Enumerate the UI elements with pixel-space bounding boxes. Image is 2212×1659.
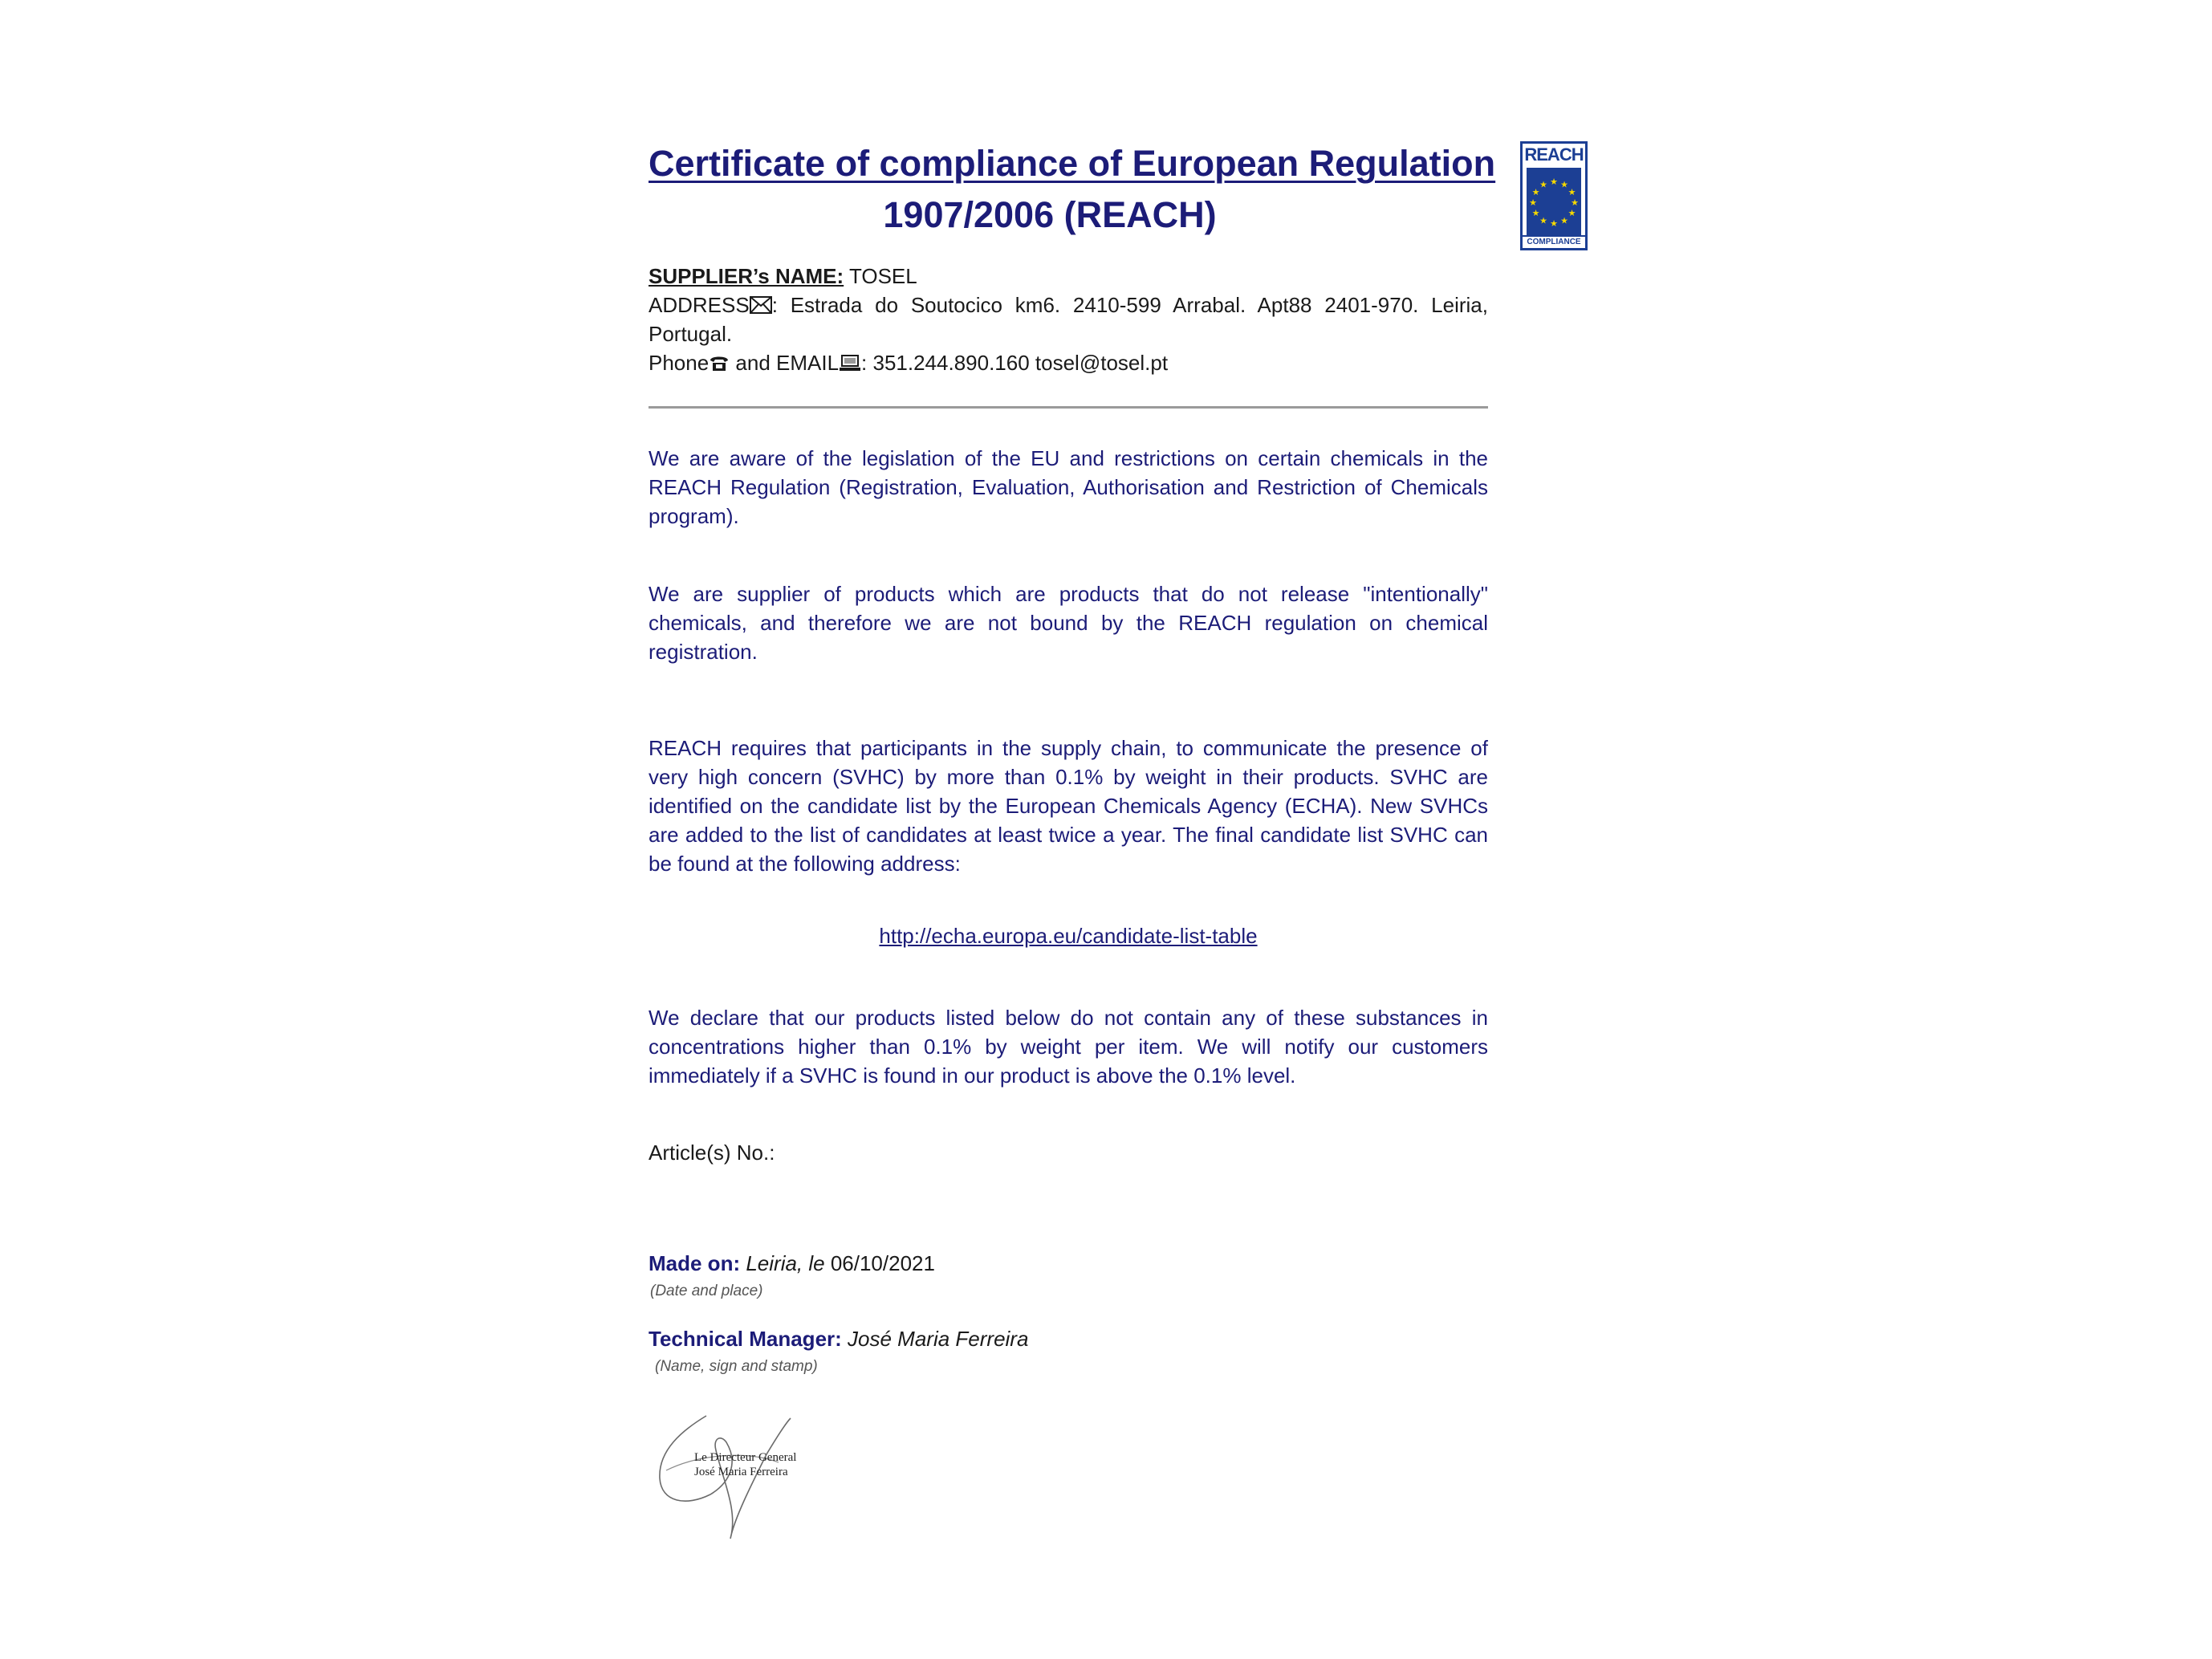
- date-place-note: (Date and place): [650, 1283, 763, 1299]
- star-icon: ★: [1550, 219, 1558, 229]
- star-icon: ★: [1539, 180, 1547, 190]
- eu-stars-icon: [1527, 168, 1581, 237]
- paragraph-line: REACH Regulation (Registration, Evaluation, Authorisation and Restriction of Chemicals: [649, 475, 1488, 499]
- supplier-name-value: TOSEL: [844, 264, 917, 288]
- star-icon: ★: [1571, 198, 1579, 208]
- star-icon: ★: [1529, 198, 1537, 208]
- signature-stamp-line-1: Le Directeur General: [694, 1451, 797, 1464]
- made-on-label: Made on:: [649, 1251, 741, 1275]
- paragraph-line: We declare that our products listed below do not contain any of these substances in: [649, 1006, 1488, 1030]
- supplier-name-line: [649, 262, 1488, 291]
- star-icon: ★: [1568, 188, 1576, 197]
- paragraph-reach-requirements: [649, 734, 1488, 878]
- logo-top-text: REACH: [1524, 144, 1584, 165]
- article-number-label: Article(s) No.:: [649, 1141, 775, 1165]
- technical-manager-name: José Maria Ferreira: [841, 1327, 1029, 1351]
- title-line-1: Certificate of compliance of European Regulation: [649, 143, 1496, 184]
- address-line-2: Portugal.: [649, 322, 733, 346]
- reach-compliance-logo: [1520, 141, 1588, 250]
- technical-manager-line: [649, 1324, 1028, 1353]
- technical-manager-label: Technical Manager:: [649, 1327, 842, 1351]
- logo-bottom-text: COMPLIANCE: [1523, 235, 1585, 248]
- paragraph-line: immediately if a SVHC is found in our product is above the 0.1% level.: [649, 1063, 1296, 1088]
- phone-label: Phone: [649, 351, 710, 375]
- paragraph-line: are added to the list of candidates at least twice a year. The final candidate list SVHC can: [649, 823, 1488, 847]
- handwritten-signature: [650, 1406, 827, 1543]
- computer-icon: [839, 351, 861, 375]
- star-icon: ★: [1539, 216, 1547, 226]
- star-icon: ★: [1568, 209, 1576, 218]
- title-line-2: 1907/2006 (REACH): [883, 194, 1217, 235]
- envelope-icon: [750, 293, 772, 317]
- made-on-place: Leiria, le: [740, 1251, 825, 1275]
- made-on-date: 06/10/2021: [824, 1251, 935, 1275]
- signature-stamp-line-2: José Maria Ferreira: [694, 1466, 788, 1478]
- supplier-block: [649, 262, 1488, 377]
- star-icon: ★: [1560, 216, 1568, 226]
- contact-value: : 351.244.890.160 tosel@tosel.pt: [861, 351, 1169, 375]
- paragraph-legislation: [649, 444, 1488, 531]
- paragraph-line: registration.: [649, 640, 758, 664]
- document-title: [649, 138, 1496, 241]
- divider-line: [649, 406, 1488, 409]
- paragraph-declaration: [649, 1003, 1488, 1090]
- paragraph-line: concentrations higher than 0.1% by weight per item. We will notify our customers: [649, 1035, 1488, 1059]
- telephone-icon: [709, 351, 730, 375]
- supplier-name-label: SUPPLIER’s NAME:: [649, 264, 844, 288]
- paragraph-line: chemicals, and therefore we are not bound by the REACH regulation on chemical: [649, 611, 1488, 635]
- email-label: and EMAIL: [730, 351, 840, 375]
- star-icon: ★: [1560, 180, 1568, 190]
- made-on-line: [649, 1249, 935, 1278]
- star-icon: ★: [1531, 188, 1540, 197]
- paragraph-line: program).: [649, 504, 739, 528]
- address-label: ADDRESS: [649, 293, 750, 317]
- echa-candidate-list-link[interactable]: http://echa.europa.eu/candidate-list-table: [879, 924, 1258, 948]
- star-icon: ★: [1550, 177, 1558, 187]
- address-value-1: : Estrada do Soutocico km6. 2410-599 Arrabal. Apt88 2401-970. Leiria,: [771, 293, 1488, 317]
- paragraph-line: identified on the candidate list by the European Chemicals Agency (ECHA). New SVHCs: [649, 794, 1488, 818]
- name-sign-stamp-note: (Name, sign and stamp): [655, 1358, 818, 1375]
- paragraph-line: very high concern (SVHC) by more than 0.1% by weight in their products. SVHC are: [649, 765, 1488, 789]
- paragraph-line: REACH requires that participants in the supply chain, to communicate the presence of: [649, 736, 1488, 760]
- paragraph-line: We are aware of the legislation of the EU and restrictions on certain chemicals in the: [649, 446, 1488, 470]
- paragraph-line: be found at the following address:: [649, 852, 961, 876]
- address-line: [649, 291, 1488, 319]
- eu-flag-icon: [1527, 168, 1581, 237]
- star-icon: ★: [1531, 209, 1540, 218]
- paragraph-line: We are supplier of products which are products that do not release "intentionally": [649, 582, 1488, 606]
- contact-line: [649, 348, 1488, 377]
- paragraph-supplier: [649, 579, 1488, 666]
